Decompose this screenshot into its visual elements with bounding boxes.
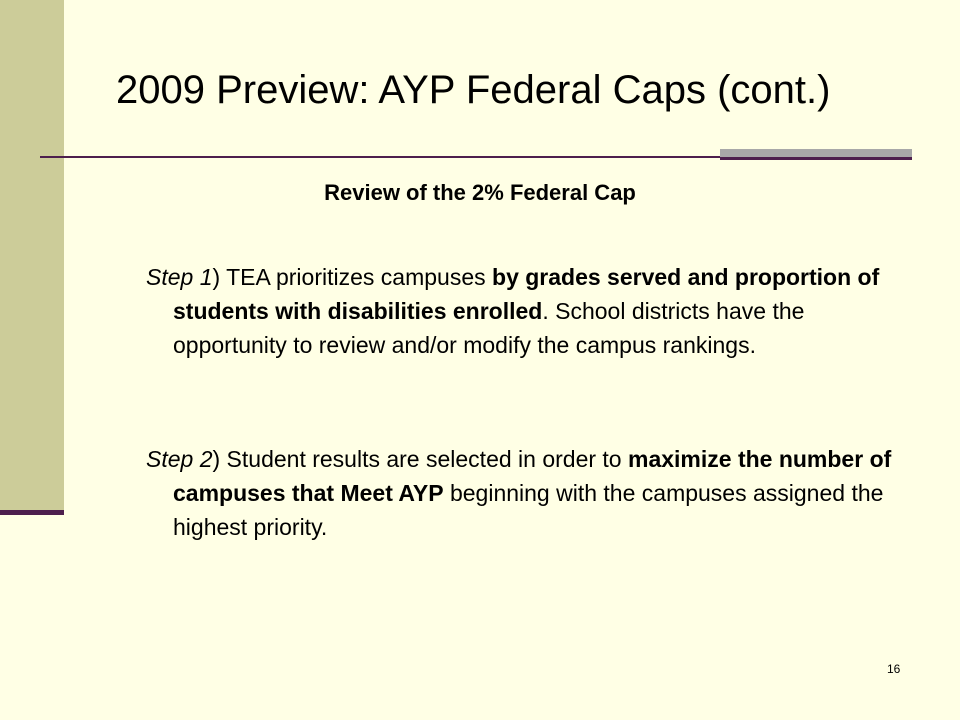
step-2-text-b: beginning with the campuses assigned the highest priority. <box>173 480 884 540</box>
step-1-text-b: . School districts have the opportunity to review and/or modify the campus rankings. <box>173 298 805 358</box>
step-1-paragraph <box>146 260 913 362</box>
step-1-bold-text: by grades served and proportion of students with disabilities enrolled <box>173 264 880 324</box>
sidebar-accent-cap <box>0 510 64 515</box>
slide-subtitle: Review of the 2% Federal Cap <box>324 180 636 205</box>
step-1-label: Step 1 <box>146 264 213 290</box>
step-2-label: Step 2 <box>146 446 213 472</box>
step-2-text-a: ) Student results are selected in order to <box>212 446 628 472</box>
sidebar-accent-bar <box>0 0 64 513</box>
step-2-paragraph <box>146 442 913 544</box>
title-divider-accent-underline <box>720 157 912 160</box>
slide-title: 2009 Preview: AYP Federal Caps (cont.) <box>116 68 831 112</box>
step-1-text-a: ) TEA prioritizes campuses <box>212 264 493 290</box>
page-number: 16 <box>887 662 901 676</box>
step-2-bold-text: maximize the number of campuses that Meet AYP <box>173 446 892 506</box>
